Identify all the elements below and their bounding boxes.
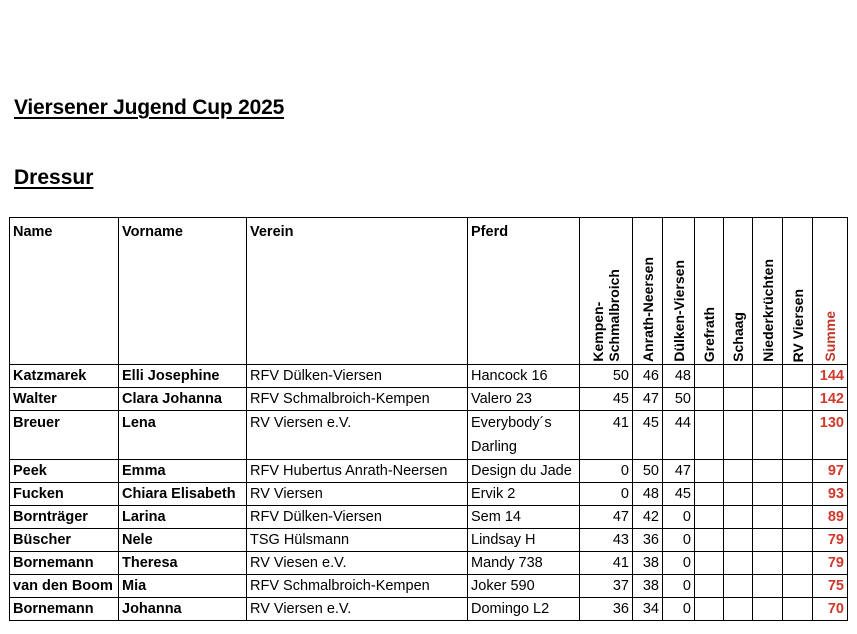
cell-duelken: 0 <box>663 598 695 621</box>
section-title: Dressur <box>14 166 94 189</box>
cell-vorname: Mia <box>119 575 247 598</box>
cell-summe: 93 <box>813 483 848 506</box>
header-niederkruechten-label: Niederkrüchten <box>759 259 776 362</box>
cell-kempen: 36 <box>580 598 633 621</box>
cell-summe: 79 <box>813 529 848 552</box>
cell-kempen: 0 <box>580 460 633 483</box>
cell-anrath: 34 <box>633 598 663 621</box>
cell-pferd: Design du Jade <box>468 460 580 483</box>
cell-pferd: Joker 590 <box>468 575 580 598</box>
cell-niederkruechten <box>753 483 783 506</box>
cell-name: Walter <box>10 388 119 411</box>
cell-niederkruechten <box>753 575 783 598</box>
cell-rvviersen <box>783 388 813 411</box>
cell-name: Breuer <box>10 411 119 460</box>
cell-grefrath <box>695 460 724 483</box>
cell-duelken: 47 <box>663 460 695 483</box>
cell-name: Fucken <box>10 483 119 506</box>
header-niederkruechten <box>753 218 783 365</box>
cell-kempen: 41 <box>580 552 633 575</box>
cell-duelken: 44 <box>663 411 695 460</box>
cell-name: Bornemann <box>10 598 119 621</box>
header-schaag <box>724 218 753 365</box>
cell-name: van den Boom <box>10 575 119 598</box>
cell-vorname: Emma <box>119 460 247 483</box>
cell-anrath: 50 <box>633 460 663 483</box>
cell-vorname: Lena <box>119 411 247 460</box>
table-row <box>10 411 848 460</box>
cell-pferd: Mandy 738 <box>468 552 580 575</box>
header-vorname: Vorname <box>119 218 247 365</box>
cell-niederkruechten <box>753 411 783 460</box>
cell-kempen: 45 <box>580 388 633 411</box>
cell-summe: 79 <box>813 552 848 575</box>
cell-verein: RFV Schmalbroich-Kempen <box>247 388 468 411</box>
cell-name: Büscher <box>10 529 119 552</box>
cell-pferd: Lindsay H <box>468 529 580 552</box>
cell-niederkruechten <box>753 506 783 529</box>
cell-summe: 142 <box>813 388 848 411</box>
header-summe-label: Summe <box>822 311 838 362</box>
cell-rvviersen <box>783 365 813 388</box>
table-row <box>10 365 848 388</box>
cell-duelken: 48 <box>663 365 695 388</box>
cell-niederkruechten <box>753 598 783 621</box>
table-row <box>10 506 848 529</box>
cell-duelken: 45 <box>663 483 695 506</box>
cell-duelken: 50 <box>663 388 695 411</box>
cell-summe: 89 <box>813 506 848 529</box>
cell-schaag <box>724 598 753 621</box>
cell-schaag <box>724 365 753 388</box>
cell-duelken: 0 <box>663 552 695 575</box>
cell-name: Bornemann <box>10 552 119 575</box>
header-verein: Verein <box>247 218 468 365</box>
page-title: Viersener Jugend Cup 2025 <box>14 96 285 119</box>
cell-name: Katzmarek <box>10 365 119 388</box>
cell-pferd: Sem 14 <box>468 506 580 529</box>
header-row <box>10 218 848 365</box>
cell-schaag <box>724 529 753 552</box>
cell-name: Peek <box>10 460 119 483</box>
cell-verein: TSG Hülsmann <box>247 529 468 552</box>
table-row <box>10 552 848 575</box>
cell-schaag <box>724 460 753 483</box>
cell-schaag <box>724 552 753 575</box>
cell-verein: RFV Schmalbroich-Kempen <box>247 575 468 598</box>
cell-summe: 144 <box>813 365 848 388</box>
cell-niederkruechten <box>753 460 783 483</box>
table-row <box>10 598 848 621</box>
cell-duelken: 0 <box>663 575 695 598</box>
cell-schaag <box>724 388 753 411</box>
cell-anrath: 38 <box>633 552 663 575</box>
cell-grefrath <box>695 575 724 598</box>
header-summe <box>813 218 848 365</box>
cell-grefrath <box>695 552 724 575</box>
cell-kempen: 50 <box>580 365 633 388</box>
cell-grefrath <box>695 411 724 460</box>
cell-vorname: Chiara Elisabeth <box>119 483 247 506</box>
header-name: Name <box>10 218 119 365</box>
header-grefrath <box>695 218 724 365</box>
cell-name: Bornträger <box>10 506 119 529</box>
cell-rvviersen <box>783 483 813 506</box>
cell-verein: RFV Dülken-Viersen <box>247 365 468 388</box>
table-row <box>10 529 848 552</box>
cell-vorname: Larina <box>119 506 247 529</box>
cell-anrath: 46 <box>633 365 663 388</box>
cell-rvviersen <box>783 598 813 621</box>
cell-grefrath <box>695 598 724 621</box>
cell-schaag <box>724 575 753 598</box>
cell-vorname: Clara Johanna <box>119 388 247 411</box>
cell-rvviersen <box>783 575 813 598</box>
cell-kempen: 41 <box>580 411 633 460</box>
table-row <box>10 388 848 411</box>
cell-pferd: Ervik 2 <box>468 483 580 506</box>
header-kempen <box>580 218 633 365</box>
cell-anrath: 36 <box>633 529 663 552</box>
cell-verein: RV Viesen e.V. <box>247 552 468 575</box>
cell-schaag <box>724 483 753 506</box>
cell-niederkruechten <box>753 365 783 388</box>
cell-rvviersen <box>783 506 813 529</box>
header-rvviersen-label: RV Viersen <box>789 288 806 362</box>
cell-vorname: Johanna <box>119 598 247 621</box>
cell-verein: RFV Hubertus Anrath-Neersen <box>247 460 468 483</box>
header-anrath-label: Anrath-Neersen <box>639 256 656 362</box>
cell-pferd: Everybody´s Darling <box>468 411 580 460</box>
cell-grefrath <box>695 529 724 552</box>
cell-summe: 97 <box>813 460 848 483</box>
cell-grefrath <box>695 388 724 411</box>
header-duelken <box>663 218 695 365</box>
cell-summe: 70 <box>813 598 848 621</box>
cell-verein: RFV Dülken-Viersen <box>247 506 468 529</box>
cell-summe: 75 <box>813 575 848 598</box>
cell-vorname: Elli Josephine <box>119 365 247 388</box>
cell-anrath: 48 <box>633 483 663 506</box>
cell-pferd: Hancock 16 <box>468 365 580 388</box>
cell-anrath: 47 <box>633 388 663 411</box>
cell-vorname: Theresa <box>119 552 247 575</box>
cell-anrath: 42 <box>633 506 663 529</box>
results-table <box>9 217 848 621</box>
cell-niederkruechten <box>753 529 783 552</box>
cell-verein: RV Viersen e.V. <box>247 411 468 460</box>
cell-niederkruechten <box>753 552 783 575</box>
cell-verein: RV Viersen <box>247 483 468 506</box>
header-kempen-label: Kempen- Schmalbroich <box>590 269 622 362</box>
header-schaag-label: Schaag <box>730 312 746 362</box>
cell-anrath: 38 <box>633 575 663 598</box>
cell-rvviersen <box>783 552 813 575</box>
header-pferd: Pferd <box>468 218 580 365</box>
table-row <box>10 483 848 506</box>
cell-schaag <box>724 506 753 529</box>
cell-rvviersen <box>783 460 813 483</box>
header-duelken-label: Dülken-Viersen <box>670 260 687 362</box>
cell-rvviersen <box>783 529 813 552</box>
cell-rvviersen <box>783 411 813 460</box>
cell-duelken: 0 <box>663 506 695 529</box>
cell-kempen: 37 <box>580 575 633 598</box>
header-rvviersen <box>783 218 813 365</box>
cell-vorname: Nele <box>119 529 247 552</box>
cell-anrath: 45 <box>633 411 663 460</box>
cell-verein: RV Viersen e.V. <box>247 598 468 621</box>
header-grefrath-label: Grefrath <box>701 306 717 362</box>
table-row <box>10 575 848 598</box>
cell-kempen: 47 <box>580 506 633 529</box>
cell-duelken: 0 <box>663 529 695 552</box>
table-row <box>10 460 848 483</box>
cell-niederkruechten <box>753 388 783 411</box>
cell-pferd: Valero 23 <box>468 388 580 411</box>
cell-pferd: Domingo L2 <box>468 598 580 621</box>
cell-schaag <box>724 411 753 460</box>
cell-grefrath <box>695 506 724 529</box>
cell-kempen: 0 <box>580 483 633 506</box>
cell-grefrath <box>695 483 724 506</box>
cell-grefrath <box>695 365 724 388</box>
cell-kempen: 43 <box>580 529 633 552</box>
header-anrath <box>633 218 663 365</box>
cell-summe: 130 <box>813 411 848 460</box>
